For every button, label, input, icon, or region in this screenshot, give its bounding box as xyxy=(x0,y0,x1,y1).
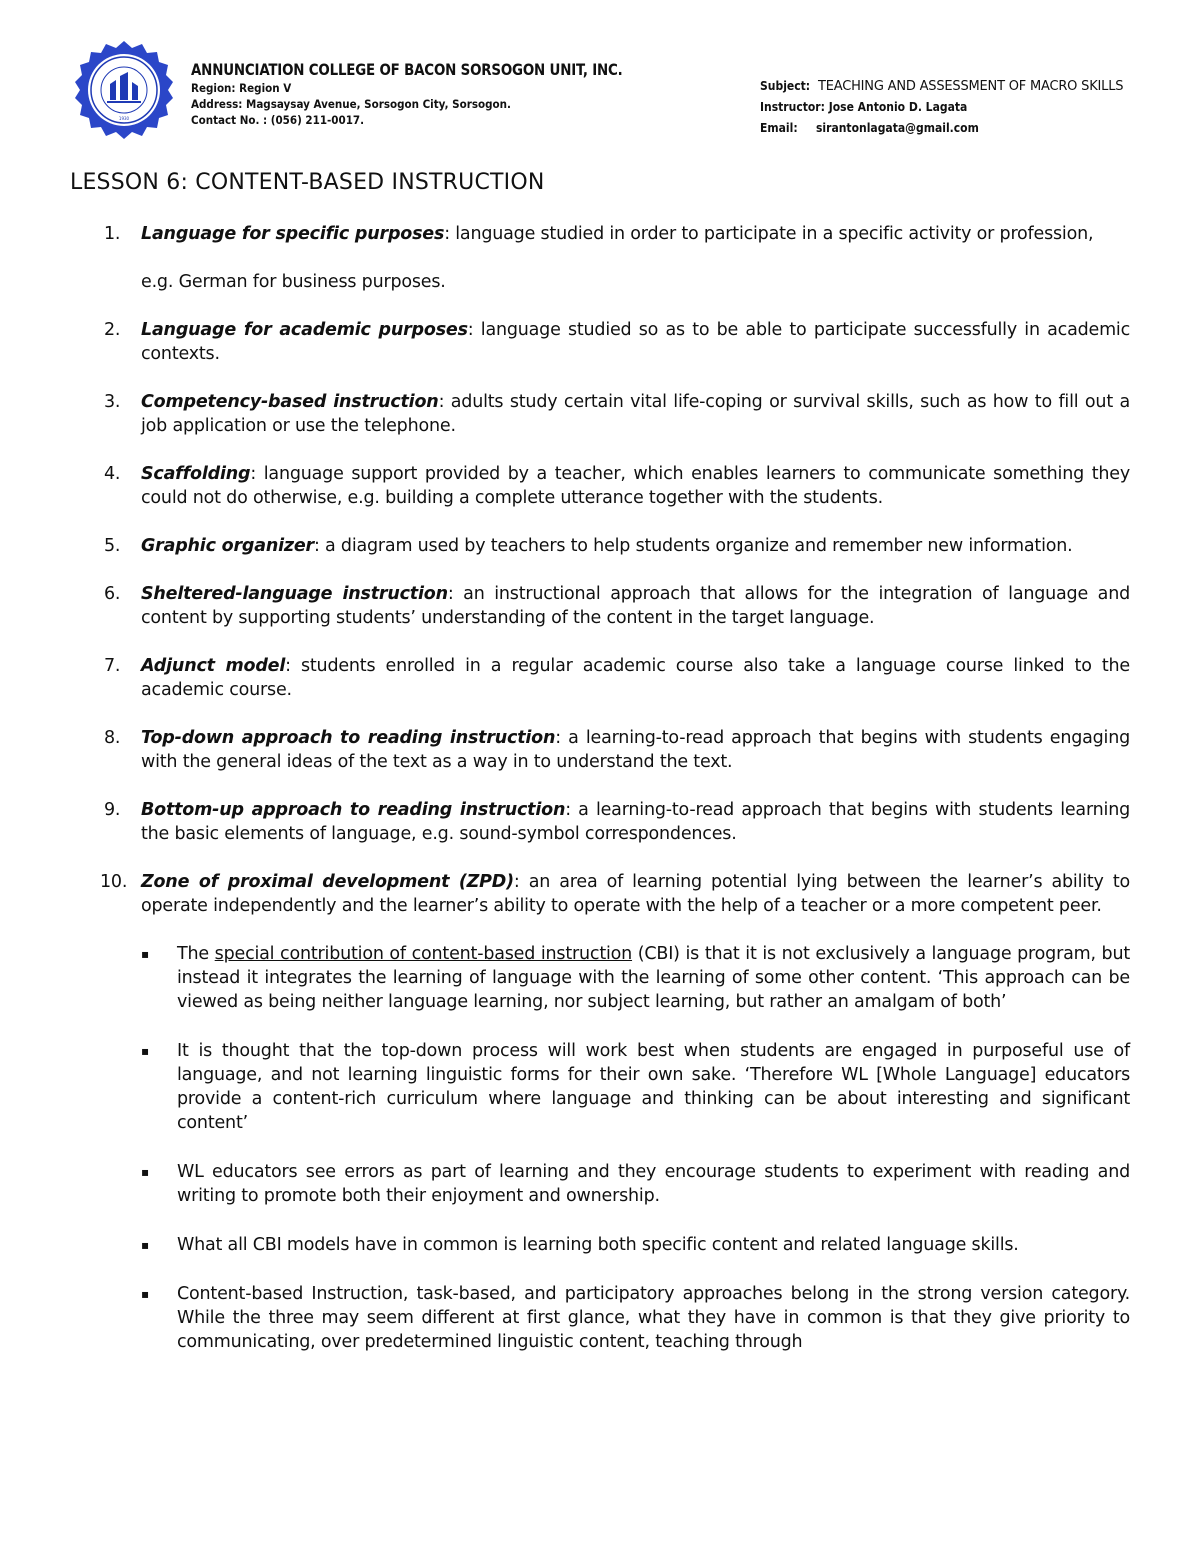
definition-item xyxy=(70,870,1130,918)
email-label: Email: xyxy=(760,121,798,135)
definition-item xyxy=(70,726,1130,774)
school-header xyxy=(191,60,711,128)
term: Sheltered-language instruction xyxy=(141,584,448,604)
definition-text: : adults study certain vital life-coping or survival skills, such as how to fill out a job application or use the telephone. xyxy=(141,392,1131,436)
school-region: Region: Region V xyxy=(191,81,292,95)
definition-text: : students enrolled in a regular academic course also take a language course linked to the academic course. xyxy=(141,656,1130,700)
item-number: 2. xyxy=(104,320,121,340)
item-number: 10. xyxy=(100,872,128,892)
subject-value: TEACHING AND ASSESSMENT OF MACRO SKILLS xyxy=(818,79,1124,94)
subject-label: Subject: xyxy=(760,79,811,93)
bullet-text: It is thought that the top-down process will work best when students are engaged in purposeful use of language, and not learning linguistic forms for their own sake. ‘Therefore WL [Whole Language] educators provide a content-rich curriculum where language and thinking can be about interesting and significant content’ xyxy=(177,1041,1130,1133)
term: Scaffolding xyxy=(141,464,251,484)
bullet-item xyxy=(70,1160,1130,1208)
bullet-item xyxy=(70,1039,1130,1135)
definition-text: : a learning-to-read approach that begins with students engaging with the general ideas of the text as a way in to understand the text. xyxy=(141,728,1131,772)
course-info xyxy=(760,76,1180,139)
item-number: 1. xyxy=(104,224,121,244)
definition-item xyxy=(70,462,1130,510)
bullet-marker: ▪ xyxy=(141,1165,149,1179)
bullet-item xyxy=(70,942,1130,1014)
email-value[interactable]: sirantonlagata@gmail.com xyxy=(816,121,979,135)
bullet-marker: ▪ xyxy=(141,947,149,961)
instructor-row xyxy=(760,97,1180,118)
definition-text: : language studied so as to be able to participate successfully in academic contexts. xyxy=(141,320,1130,364)
bullet-text: Content-based Instruction, task-based, and participatory approaches belong in the strong version category. While the three may seem different at first glance, what they have in common is that they give priority to communicating, over predetermined linguistic content, teaching through xyxy=(177,1284,1130,1352)
bullet-item xyxy=(70,1233,1130,1257)
school-name: ANNUNCIATION COLLEGE OF BACON SORSOGON UNIT, INC. xyxy=(191,60,623,79)
bullet-marker: ▪ xyxy=(141,1238,149,1252)
instructor-text: Instructor: Jose Antonio D. Lagata xyxy=(760,100,968,114)
definition-item xyxy=(70,534,1130,558)
definition-list xyxy=(70,222,1130,918)
definition-item xyxy=(70,654,1130,702)
definition-text: : language studied in order to participate in a specific activity or profession, xyxy=(444,224,1094,244)
term: Adjunct model xyxy=(141,656,286,676)
item-number: 8. xyxy=(104,728,121,748)
bullet-marker: ▪ xyxy=(141,1287,149,1301)
bullet-text: WL educators see errors as part of learning and they encourage students to experiment with reading and writing to promote both their enjoyment and ownership. xyxy=(177,1162,1130,1206)
lesson-title: LESSON 6: CONTENT-BASED INSTRUCTION xyxy=(70,170,545,195)
svg-text:1930: 1930 xyxy=(118,116,130,121)
definition-item xyxy=(70,222,1130,294)
item-number: 7. xyxy=(104,656,121,676)
term: Language for specific purposes xyxy=(141,224,445,244)
item-number: 5. xyxy=(104,536,121,556)
example-text: e.g. German for business purposes. xyxy=(141,272,446,292)
definition-text: : a diagram used by teachers to help students organize and remember new information. xyxy=(313,536,1073,556)
item-number: 3. xyxy=(104,392,121,412)
term: Competency-based instruction xyxy=(141,392,439,412)
definition-item xyxy=(70,582,1130,630)
definition-item xyxy=(70,798,1130,846)
item-number: 6. xyxy=(104,584,121,604)
item-number: 9. xyxy=(104,800,121,820)
definition-item xyxy=(70,318,1130,366)
bullet-item xyxy=(70,1282,1130,1354)
definition-text: : an area of learning potential lying between the learner’s ability to operate independently and the learner’s ability to operate with the help of a teacher or a more competent peer. xyxy=(141,872,1130,916)
term: Zone of proximal development (ZPD) xyxy=(141,872,514,892)
definition-text: : a learning-to-read approach that begins with students learning the basic elements of language, e.g. sound-symbol correspondences. xyxy=(141,800,1130,844)
term: Graphic organizer xyxy=(141,536,314,556)
school-address: Address: Magsaysay Avenue, Sorsogon City, Sorsogon. xyxy=(191,97,511,111)
bullet-marker: ▪ xyxy=(141,1044,149,1058)
definition-text: : language support provided by a teacher, which enables learners to communicate something they could not do otherwise, e.g. building a complete utterance together with the students. xyxy=(141,464,1130,508)
term: Top-down approach to reading instruction xyxy=(141,728,556,748)
bullet-text: What all CBI models have in common is learning both specific content and related language skills. xyxy=(177,1235,1019,1255)
definition-item xyxy=(70,390,1130,438)
item-number: 4. xyxy=(104,464,121,484)
term: Bottom-up approach to reading instruction xyxy=(141,800,566,820)
school-contact: Contact No. : (056) 211-0017. xyxy=(191,113,365,127)
bullet-text-end: (CBI) is that it is not exclusively a language program, but instead it integrates the learning of language with the learning of some other content. ‘This approach can be viewed as being neither language learning, nor subject learning, but rather an amalgam of both’ xyxy=(177,944,1130,1012)
email-row xyxy=(760,118,1180,139)
bullet-text-start: The xyxy=(177,944,215,964)
definition-text: : an instructional approach that allows for the integration of language and content by supporting students’ understanding of the content in the target language. xyxy=(141,584,1130,628)
school-seal-logo xyxy=(74,40,174,140)
bullet-list xyxy=(70,942,1130,1354)
subject-row xyxy=(760,76,1180,97)
lesson-content xyxy=(70,222,1130,1379)
underlined-phrase: special contribution of content-based instruction xyxy=(214,944,633,964)
term: Language for academic purposes xyxy=(141,320,468,340)
